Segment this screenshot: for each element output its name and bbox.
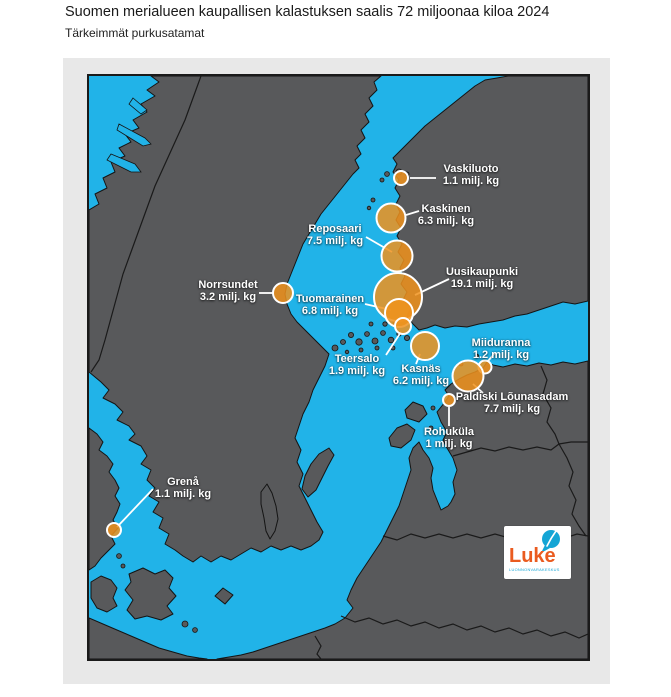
- port-value: 19.1 milj. kg: [450, 277, 514, 290]
- port-value: 7.7 milj. kg: [483, 402, 541, 415]
- port-bubble[interactable]: [394, 171, 408, 185]
- port-bubble[interactable]: [107, 523, 121, 537]
- port-name: Tuomarainen: [295, 293, 365, 305]
- page-title: Suomen merialueen kaupallisen kalastuksen saalis 72 miljoonaa kiloa 2024: [65, 4, 550, 20]
- port-value: 1.2 milj. kg: [472, 348, 530, 361]
- map-panel: [63, 58, 610, 684]
- port-bubble[interactable]: [443, 394, 455, 406]
- port-bubble[interactable]: [377, 204, 406, 233]
- port-name: Paldiski Lõunasadam: [455, 391, 569, 403]
- port-leader-line: [406, 211, 419, 215]
- luke-wordmark: Luke: [509, 545, 556, 567]
- port-bubble[interactable]: [273, 283, 293, 303]
- port-name: Kaskinen: [421, 203, 471, 215]
- port-value: 1.1 milj. kg: [442, 174, 500, 187]
- port-bubble[interactable]: [411, 332, 439, 360]
- port-bubble[interactable]: [453, 361, 484, 392]
- port-name: Norrsundet: [198, 279, 258, 291]
- port-name: Reposaari: [308, 223, 362, 235]
- port-value: 6.8 milj. kg: [301, 304, 359, 317]
- port-value: 3.2 milj. kg: [199, 290, 257, 303]
- port-value: 6.2 milj. kg: [392, 374, 450, 387]
- port-name: Grenå: [167, 476, 199, 488]
- port-value: 1.9 milj. kg: [328, 364, 386, 377]
- port-name: Teersalo: [334, 353, 380, 365]
- baltic-map: [87, 74, 590, 661]
- port-bubble[interactable]: [382, 241, 413, 272]
- port-bubble[interactable]: [395, 318, 411, 334]
- page-subtitle: Tärkeimmät purkusatamat: [65, 26, 205, 40]
- port-leader-line: [117, 489, 153, 527]
- luke-logo: [504, 526, 571, 579]
- luke-org-name: LUONNONVARAKESKUS: [509, 567, 560, 572]
- port-value: 7.5 milj. kg: [306, 234, 364, 247]
- port-name: Rohuküla: [423, 426, 475, 438]
- port-name: Vaskiluoto: [443, 163, 499, 175]
- port-value: 6.3 milj. kg: [417, 214, 475, 227]
- port-name: Kasnäs: [401, 363, 441, 375]
- port-name: Uusikaupunki: [445, 266, 519, 278]
- port-leader-line: [488, 353, 495, 361]
- port-name: Miiduranna: [471, 337, 531, 349]
- port-leader-line: [386, 332, 401, 355]
- port-value: 1 milj. kg: [425, 437, 473, 450]
- port-value: 1.1 milj. kg: [154, 487, 212, 500]
